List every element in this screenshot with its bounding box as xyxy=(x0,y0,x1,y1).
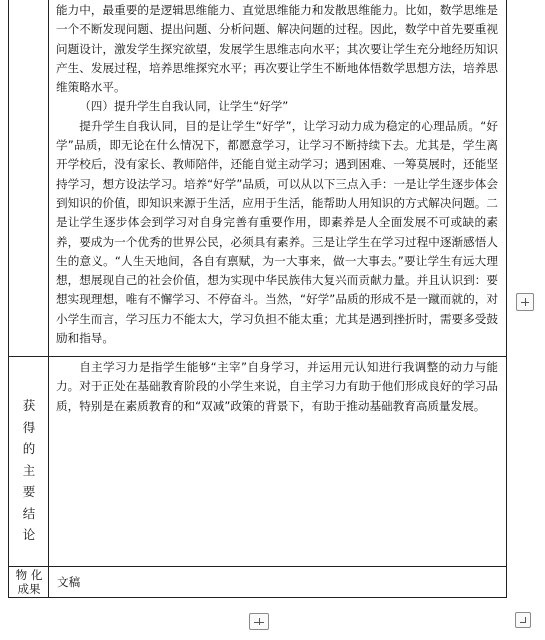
label-char: 要 xyxy=(22,484,36,499)
label-char: 论 xyxy=(22,527,36,542)
table-row-outcomes xyxy=(9,567,506,597)
outcomes-label-line1: 物 化 xyxy=(15,568,43,582)
label-char: 获 xyxy=(22,398,36,413)
content-cell-conclusions[interactable] xyxy=(49,357,506,566)
outcomes-value: 文稿 xyxy=(57,575,81,589)
row-label-conclusions xyxy=(9,357,49,566)
label-char: 结 xyxy=(22,505,36,521)
paragraph-thinking: 能力中，最重要的是逻辑思维能力、直觉思维能力和发散思维能力。比如，数学思维是一个不断发现问题、提出问题、分析问题、解决问题的过程。因此，数学中首先要重视问题设计，激发学生探究欲望，发展学生思维志向水平；其次要让学生充分地经历知识产生、发展过程，培养思维探究水平；再次要让学生不断地体悟数学思想方法，培养思维策略水平。 xyxy=(56,3,498,95)
add-column-button[interactable] xyxy=(516,293,534,311)
label-char: 主 xyxy=(22,462,36,478)
row-label-empty xyxy=(9,0,49,356)
paragraph-self-identity: 提升学生自我认同，目的是让学生“好学”，让学习动力成为稳定的心理品质。“好学”品质，即无论在什么情况下，都愿意学习，让学习不断持续下去。尤其是，学生离开学校后，没有家长、教师陪伴，还能自觉主动学习；遇到困难、一筹莫展时，还能坚持学习，想方设法学习。培养“好学”品质，可以从以下三点入手：一是让学生逐步体会到知识的价值，即知识来源于生活，应用于生活，能帮助人用知识的方式解决问题。二是让学生逐步体会到学习对自身完善有重要作用，即素养是人全面发展不可或缺的素养，要成为一个优秀的世界公民，必须具有素养。三是让学生在学习过程中逐渐感悟人生的意义。“人生天地间，各自有禀赋，为一大事来，做一大事去。”要让学生有远大理想，想展现自己的社会价值，想为实现中华民族伟大复兴而贡献力量。并且认识到：要想实现理想，唯有不懈学习、不停奋斗。当然，“好学”品质的形成不是一蹴而就的，对小学生而言，学习压力不能太大，学习负担不能太重；尤其是遇到挫折时，需要多受鼓励和指导。 xyxy=(56,118,498,346)
row-label-outcomes xyxy=(9,567,49,597)
label-char: 得 xyxy=(22,419,36,435)
table-row-process xyxy=(9,0,506,357)
paragraph-conclusion: 自主学习力是指学生能够“主宰”自身学习，并运用元认知进行我调整的动力与能力。对于正处在基础教育阶段的小学生来说，自主学习力有助于他们形成良好的学习品质，特别是在素质教育的和“双减”政策的背景下，有助于推动基础教育高质量发展。 xyxy=(56,360,498,413)
outcomes-label-line2: 成果 xyxy=(17,581,41,596)
table-resize-handle[interactable] xyxy=(515,612,531,628)
research-table xyxy=(8,0,507,598)
conclusions-label xyxy=(9,395,49,546)
label-char: 的 xyxy=(22,441,36,456)
content-cell-outcomes[interactable] xyxy=(49,567,506,597)
add-row-button[interactable] xyxy=(249,613,269,630)
content-cell-process[interactable] xyxy=(49,0,506,356)
section-heading: （四）提升学生自我认同，让学生“好学” xyxy=(79,99,289,114)
outcomes-label xyxy=(9,569,49,596)
table-row-conclusions xyxy=(9,357,506,567)
